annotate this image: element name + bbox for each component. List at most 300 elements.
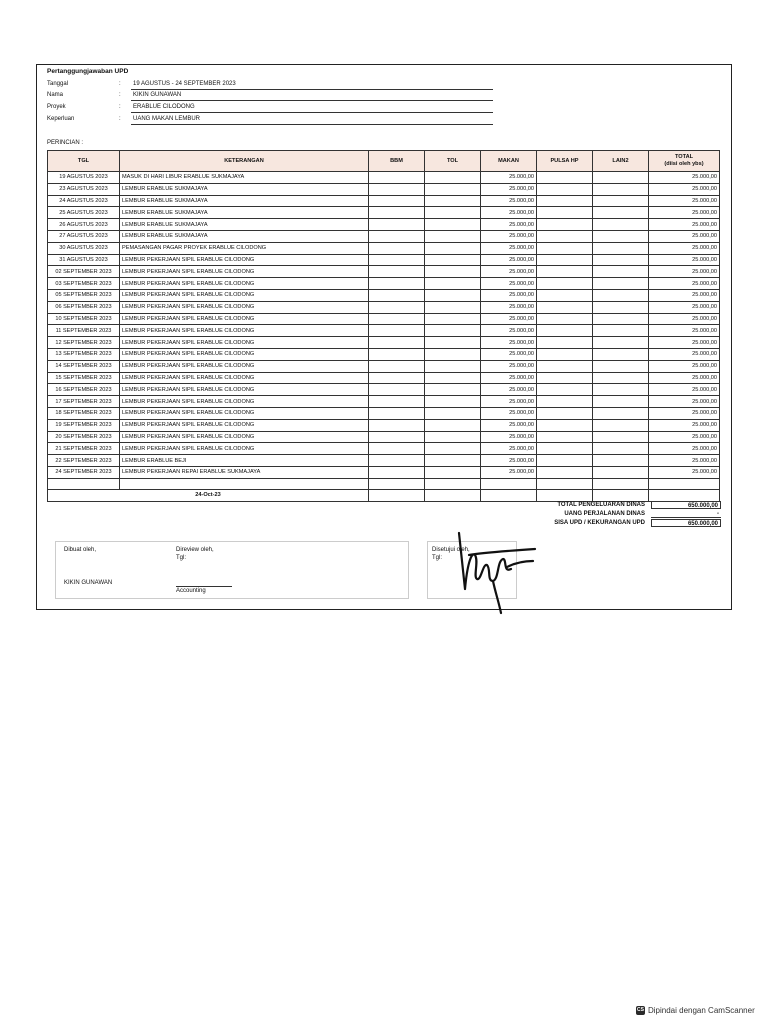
total-value: -: [651, 510, 721, 518]
cell-tol: [425, 278, 481, 290]
cell-tgl: 30 AGUSTUS 2023: [48, 242, 120, 254]
field-label: Keperluan: [47, 116, 75, 122]
cell-total: 25.000,00: [649, 455, 720, 467]
cell-lain2: [593, 407, 649, 419]
cell-tol: [425, 230, 481, 242]
cell-makan: 25.000,00: [481, 207, 537, 219]
cell-keterangan: MASUK DI HARI LIBUR ERABLUE SUKMAJAYA: [120, 172, 369, 184]
cell-tol: [425, 384, 481, 396]
cell-total: 25.000,00: [649, 278, 720, 290]
cell-bbm: [369, 431, 425, 443]
table-row: [48, 384, 720, 396]
cell-empty: [593, 478, 649, 489]
cell-bbm: [369, 419, 425, 431]
cell-lain2: [593, 348, 649, 360]
cell-makan: 25.000,00: [481, 419, 537, 431]
cell-total: 25.000,00: [649, 254, 720, 266]
cell-keterangan: LEMBUR PEKERJAAN SIPIL ERABLUE CILODONG: [120, 372, 369, 384]
cell-keterangan: LEMBUR PEKERJAAN SIPIL ERABLUE CILODONG: [120, 313, 369, 325]
cell-bbm: [369, 266, 425, 278]
table-row: [48, 219, 720, 231]
col-header-bbm: BBM: [369, 151, 425, 172]
cell-makan: 25.000,00: [481, 301, 537, 313]
cell-tgl: 19 AGUSTUS 2023: [48, 172, 120, 184]
cell-lain2: [593, 278, 649, 290]
table-row: [48, 195, 720, 207]
field-keperluan: [47, 114, 487, 125]
table-row: [48, 466, 720, 478]
cell-total: 25.000,00: [649, 372, 720, 384]
cell-makan: 25.000,00: [481, 431, 537, 443]
cell-pulsa: [537, 384, 593, 396]
total-label: UANG PERJALANAN DINAS: [564, 511, 645, 517]
cell-total: 25.000,00: [649, 348, 720, 360]
cell-lain2: [593, 242, 649, 254]
cell-pulsa: [537, 254, 593, 266]
cell-empty: [369, 489, 425, 501]
cell-total: 25.000,00: [649, 219, 720, 231]
cell-pulsa: [537, 313, 593, 325]
cell-tol: [425, 254, 481, 266]
expense-table: [47, 150, 720, 502]
cell-pulsa: [537, 325, 593, 337]
cell-lain2: [593, 396, 649, 408]
cell-makan: 25.000,00: [481, 278, 537, 290]
cell-total: 25.000,00: [649, 384, 720, 396]
total-value: 650.000,00: [651, 501, 721, 509]
cell-lain2: [593, 172, 649, 184]
cell-lain2: [593, 325, 649, 337]
camscanner-icon: CS: [637, 1007, 644, 1013]
cell-tol: [425, 419, 481, 431]
cell-lain2: [593, 195, 649, 207]
table-row: [48, 348, 720, 360]
cell-empty: [649, 478, 720, 489]
cell-keterangan: LEMBUR PEKERJAAN SIPIL ERABLUE CILODONG: [120, 266, 369, 278]
field-value: KIKIN GUNAWAN: [131, 90, 493, 101]
cell-tgl: 24 AGUSTUS 2023: [48, 195, 120, 207]
cell-tol: [425, 348, 481, 360]
cell-bbm: [369, 195, 425, 207]
signature-line: [176, 586, 232, 587]
cell-bbm: [369, 172, 425, 184]
table-row: [48, 419, 720, 431]
cell-lain2: [593, 443, 649, 455]
cell-keterangan: LEMBUR PEKERJAAN SIPIL ERABLUE CILODONG: [120, 301, 369, 313]
cell-pulsa: [537, 419, 593, 431]
col-header-total-note: (diisi oleh ybs): [664, 161, 704, 167]
table-row: [48, 207, 720, 219]
cell-makan: 25.000,00: [481, 407, 537, 419]
cell-makan: 25.000,00: [481, 384, 537, 396]
cell-pulsa: [537, 278, 593, 290]
cell-empty: [425, 489, 481, 501]
cell-total: 25.000,00: [649, 466, 720, 478]
cell-lain2: [593, 419, 649, 431]
direview-tgl: Tgl:: [176, 555, 187, 561]
cell-tol: [425, 443, 481, 455]
cell-tol: [425, 183, 481, 195]
cell-tol: [425, 207, 481, 219]
cell-tgl: 02 SEPTEMBER 2023: [48, 266, 120, 278]
cell-keterangan: LEMBUR PEKERJAAN SIPIL ERABLUE CILODONG: [120, 348, 369, 360]
cell-keterangan: LEMBUR ERABLUE SUKMAJAYA: [120, 219, 369, 231]
cell-tgl: 13 SEPTEMBER 2023: [48, 348, 120, 360]
cell-keterangan: LEMBUR ERABLUE SUKMAJAYA: [120, 183, 369, 195]
cell-bbm: [369, 348, 425, 360]
cell-lain2: [593, 455, 649, 467]
cell-tol: [425, 407, 481, 419]
totals-block: [489, 501, 721, 528]
cell-makan: 25.000,00: [481, 183, 537, 195]
cell-tol: [425, 242, 481, 254]
cell-makan: 25.000,00: [481, 443, 537, 455]
cell-tgl: 23 AGUSTUS 2023: [48, 183, 120, 195]
cell-pulsa: [537, 195, 593, 207]
cell-pulsa: [537, 301, 593, 313]
cell-pulsa: [537, 183, 593, 195]
cell-makan: 25.000,00: [481, 172, 537, 184]
table-row: [48, 396, 720, 408]
table-row: [48, 337, 720, 349]
cell-tol: [425, 301, 481, 313]
field-proyek: [47, 102, 487, 113]
cell-pulsa: [537, 337, 593, 349]
cell-bbm: [369, 360, 425, 372]
cell-total: 25.000,00: [649, 360, 720, 372]
cell-bbm: [369, 337, 425, 349]
cell-total: 25.000,00: [649, 325, 720, 337]
cell-total: 25.000,00: [649, 337, 720, 349]
field-label: Tanggal: [47, 81, 69, 87]
direview-label: Direview oleh,: [176, 547, 214, 553]
cell-total: 25.000,00: [649, 242, 720, 254]
handwritten-signature: [445, 525, 541, 621]
cell-empty: [537, 478, 593, 489]
cell-tgl: 17 SEPTEMBER 2023: [48, 396, 120, 408]
cell-total: 25.000,00: [649, 195, 720, 207]
cell-bbm: [369, 219, 425, 231]
cell-total: 25.000,00: [649, 431, 720, 443]
field-colon: :: [119, 92, 121, 98]
cell-keterangan: LEMBUR ERABLUE SUKMAJAYA: [120, 195, 369, 207]
cell-empty: [369, 478, 425, 489]
field-value: ERABLUE CILODONG: [131, 102, 493, 113]
cell-pulsa: [537, 207, 593, 219]
cell-keterangan: LEMBUR ERABLUE SUKMAJAYA: [120, 207, 369, 219]
cell-pulsa: [537, 407, 593, 419]
cell-pulsa: [537, 289, 593, 301]
total-label: TOTAL PENGELUARAN DINAS: [557, 502, 645, 508]
cell-keterangan: LEMBUR PEKERJAAN SIPIL ERABLUE CILODONG: [120, 360, 369, 372]
cell-lain2: [593, 360, 649, 372]
cell-total: 25.000,00: [649, 207, 720, 219]
cell-makan: 25.000,00: [481, 242, 537, 254]
camscanner-text: Dipindai dengan CamScanner: [648, 1006, 755, 1015]
cell-tgl: 20 SEPTEMBER 2023: [48, 431, 120, 443]
table-row: [48, 360, 720, 372]
cell-bbm: [369, 183, 425, 195]
cell-makan: 25.000,00: [481, 455, 537, 467]
cell-empty: [425, 478, 481, 489]
cell-tol: [425, 219, 481, 231]
table-row: [48, 278, 720, 290]
signature-box-made-reviewed: [55, 541, 409, 599]
cell-tol: [425, 360, 481, 372]
cell-bbm: [369, 207, 425, 219]
cell-tol: [425, 172, 481, 184]
cell-pulsa: [537, 396, 593, 408]
cell-tgl: 31 AGUSTUS 2023: [48, 254, 120, 266]
cell-tol: [425, 455, 481, 467]
cell-total: 25.000,00: [649, 266, 720, 278]
cell-pulsa: [537, 372, 593, 384]
table-row: [48, 455, 720, 467]
cell-empty: [537, 489, 593, 501]
cell-keterangan: LEMBUR PEKERJAAN SIPIL ERABLUE CILODONG: [120, 289, 369, 301]
cell-bbm: [369, 242, 425, 254]
cell-tol: [425, 431, 481, 443]
cell-lain2: [593, 266, 649, 278]
cell-tol: [425, 466, 481, 478]
cell-bbm: [369, 384, 425, 396]
cell-lain2: [593, 289, 649, 301]
cell-bbm: [369, 455, 425, 467]
cell-total: 25.000,00: [649, 396, 720, 408]
table-row: [48, 372, 720, 384]
table-row: [48, 407, 720, 419]
cell-tgl: 10 SEPTEMBER 2023: [48, 313, 120, 325]
cell-makan: 25.000,00: [481, 289, 537, 301]
cell-tgl: 22 SEPTEMBER 2023: [48, 455, 120, 467]
table-row: [48, 431, 720, 443]
cell-tgl: 24 SEPTEMBER 2023: [48, 466, 120, 478]
cell-lain2: [593, 372, 649, 384]
cell-tol: [425, 289, 481, 301]
cell-makan: 25.000,00: [481, 219, 537, 231]
field-colon: :: [119, 81, 121, 87]
cell-lain2: [593, 466, 649, 478]
cell-bbm: [369, 230, 425, 242]
accounting-label: Accounting: [176, 588, 206, 594]
cell-makan: 25.000,00: [481, 466, 537, 478]
table-row: [48, 183, 720, 195]
total-pengeluaran-row: [489, 501, 721, 510]
cell-keterangan: LEMBUR PEKERJAAN SIPIL ERABLUE CILODONG: [120, 254, 369, 266]
cell-empty: [120, 478, 369, 489]
cell-tol: [425, 195, 481, 207]
cell-total: 25.000,00: [649, 289, 720, 301]
table-header-row: [48, 151, 720, 172]
cell-empty: [481, 489, 537, 501]
table-row: [48, 301, 720, 313]
col-header-keterangan: KETERANGAN: [120, 151, 369, 172]
cell-bbm: [369, 325, 425, 337]
cell-keterangan: LEMBUR PEKERJAAN REPAI ERABLUE SUKMAJAYA: [120, 466, 369, 478]
cell-total: 25.000,00: [649, 443, 720, 455]
cell-pulsa: [537, 242, 593, 254]
cell-empty: [48, 478, 120, 489]
field-colon: :: [119, 104, 121, 110]
cell-tgl: 14 SEPTEMBER 2023: [48, 360, 120, 372]
field-label: Nama: [47, 92, 64, 98]
table-row: [48, 313, 720, 325]
cell-keterangan: LEMBUR PEKERJAAN SIPIL ERABLUE CILODONG: [120, 419, 369, 431]
cell-total: 25.000,00: [649, 313, 720, 325]
col-header-tol: TOL: [425, 151, 481, 172]
cell-pulsa: [537, 266, 593, 278]
cell-makan: 25.000,00: [481, 195, 537, 207]
cell-pulsa: [537, 455, 593, 467]
cell-makan: 25.000,00: [481, 372, 537, 384]
cell-tol: [425, 337, 481, 349]
cell-pulsa: [537, 466, 593, 478]
cell-bbm: [369, 466, 425, 478]
camscanner-watermark: [636, 1006, 755, 1015]
cell-makan: 25.000,00: [481, 360, 537, 372]
cell-bbm: [369, 372, 425, 384]
cell-lain2: [593, 431, 649, 443]
cell-tgl: 06 SEPTEMBER 2023: [48, 301, 120, 313]
cell-tgl: 18 SEPTEMBER 2023: [48, 407, 120, 419]
field-nama: [47, 90, 487, 101]
field-value: 19 AGUSTUS - 24 SEPTEMBER 2023: [131, 79, 493, 90]
table-date: 24-Oct-23: [48, 489, 369, 501]
cell-pulsa: [537, 443, 593, 455]
cell-tgl: 05 SEPTEMBER 2023: [48, 289, 120, 301]
col-header-tgl: TGL: [48, 151, 120, 172]
cell-tgl: 15 SEPTEMBER 2023: [48, 372, 120, 384]
cell-tgl: 27 AGUSTUS 2023: [48, 230, 120, 242]
cell-keterangan: LEMBUR ERABLUE BEJI: [120, 455, 369, 467]
cell-pulsa: [537, 230, 593, 242]
table-row: [48, 242, 720, 254]
table-row: [48, 325, 720, 337]
cell-tgl: 21 SEPTEMBER 2023: [48, 443, 120, 455]
col-header-total-label: TOTAL: [674, 154, 694, 160]
dibuat-name: KIKIN GUNAWAN: [64, 580, 113, 586]
cell-lain2: [593, 230, 649, 242]
cell-makan: 25.000,00: [481, 337, 537, 349]
cell-lain2: [593, 254, 649, 266]
cell-tol: [425, 325, 481, 337]
cell-total: 25.000,00: [649, 419, 720, 431]
cell-tol: [425, 396, 481, 408]
cell-empty: [481, 478, 537, 489]
col-header-makan: MAKAN: [481, 151, 537, 172]
total-label: SISA UPD / KEKURANGAN UPD: [554, 520, 645, 526]
cell-keterangan: LEMBUR PEKERJAAN SIPIL ERABLUE CILODONG: [120, 278, 369, 290]
cell-keterangan: LEMBUR PEKERJAAN SIPIL ERABLUE CILODONG: [120, 325, 369, 337]
cell-pulsa: [537, 348, 593, 360]
cell-bbm: [369, 278, 425, 290]
cell-lain2: [593, 183, 649, 195]
cell-bbm: [369, 396, 425, 408]
cell-empty: [593, 489, 649, 501]
col-header-total: [649, 151, 720, 172]
cell-tgl: 12 SEPTEMBER 2023: [48, 337, 120, 349]
perincian-label: PERINCIAN :: [47, 140, 84, 146]
cell-keterangan: LEMBUR PEKERJAAN SIPIL ERABLUE CILODONG: [120, 443, 369, 455]
cell-makan: 25.000,00: [481, 325, 537, 337]
cell-total: 25.000,00: [649, 183, 720, 195]
cell-empty: [649, 489, 720, 501]
cell-bbm: [369, 254, 425, 266]
disetujui-tgl: Tgl:: [432, 555, 443, 561]
col-header-lain2: LAIN2: [593, 151, 649, 172]
cell-keterangan: PEMASANGAN PAGAR PROYEK ERABLUE CILODONG: [120, 242, 369, 254]
cell-keterangan: LEMBUR PEKERJAAN SIPIL ERABLUE CILODONG: [120, 396, 369, 408]
dibuat-label: Dibuat oleh,: [64, 547, 97, 553]
cell-bbm: [369, 301, 425, 313]
cell-makan: 25.000,00: [481, 266, 537, 278]
cell-bbm: [369, 407, 425, 419]
disetujui-label: Disetujui oleh,: [432, 547, 470, 553]
cell-makan: 25.000,00: [481, 348, 537, 360]
table-row: [48, 254, 720, 266]
field-label: Proyek: [47, 104, 66, 110]
cell-lain2: [593, 313, 649, 325]
cell-lain2: [593, 384, 649, 396]
col-header-pulsa: PULSA HP: [537, 151, 593, 172]
field-colon: :: [119, 116, 121, 122]
cell-tgl: 11 SEPTEMBER 2023: [48, 325, 120, 337]
field-tanggal: [47, 79, 487, 90]
report-title: Pertanggungjawaban UPD: [47, 68, 129, 75]
total-value: 650.000,00: [651, 519, 721, 527]
cell-tol: [425, 266, 481, 278]
cell-pulsa: [537, 360, 593, 372]
cell-total: 25.000,00: [649, 301, 720, 313]
cell-keterangan: LEMBUR PEKERJAAN SIPIL ERABLUE CILODONG: [120, 384, 369, 396]
cell-tgl: 26 AGUSTUS 2023: [48, 219, 120, 231]
cell-keterangan: LEMBUR ERABLUE SUKMAJAYA: [120, 230, 369, 242]
cell-pulsa: [537, 219, 593, 231]
cell-keterangan: LEMBUR PEKERJAAN SIPIL ERABLUE CILODONG: [120, 431, 369, 443]
table-row: [48, 172, 720, 184]
cell-tgl: 19 SEPTEMBER 2023: [48, 419, 120, 431]
table-row: [48, 266, 720, 278]
table-row: [48, 230, 720, 242]
cell-keterangan: LEMBUR PEKERJAAN SIPIL ERABLUE CILODONG: [120, 407, 369, 419]
cell-tgl: 16 SEPTEMBER 2023: [48, 384, 120, 396]
uang-perjalanan-row: [489, 510, 721, 519]
cell-total: 25.000,00: [649, 172, 720, 184]
cell-pulsa: [537, 431, 593, 443]
cell-tgl: 03 SEPTEMBER 2023: [48, 278, 120, 290]
table-date-row: [48, 489, 720, 501]
cell-makan: 25.000,00: [481, 230, 537, 242]
cell-tgl: 25 AGUSTUS 2023: [48, 207, 120, 219]
cell-bbm: [369, 313, 425, 325]
cell-lain2: [593, 207, 649, 219]
cell-makan: 25.000,00: [481, 396, 537, 408]
cell-bbm: [369, 289, 425, 301]
cell-keterangan: LEMBUR PEKERJAAN SIPIL ERABLUE CILODONG: [120, 337, 369, 349]
cell-total: 25.000,00: [649, 407, 720, 419]
cell-lain2: [593, 301, 649, 313]
cell-tol: [425, 372, 481, 384]
table-row: [48, 443, 720, 455]
table-row-blank: [48, 478, 720, 489]
cell-lain2: [593, 337, 649, 349]
cell-bbm: [369, 443, 425, 455]
cell-makan: 25.000,00: [481, 313, 537, 325]
table-row: [48, 289, 720, 301]
cell-total: 25.000,00: [649, 230, 720, 242]
cell-pulsa: [537, 172, 593, 184]
field-value: UANG MAKAN LEMBUR: [131, 114, 493, 125]
